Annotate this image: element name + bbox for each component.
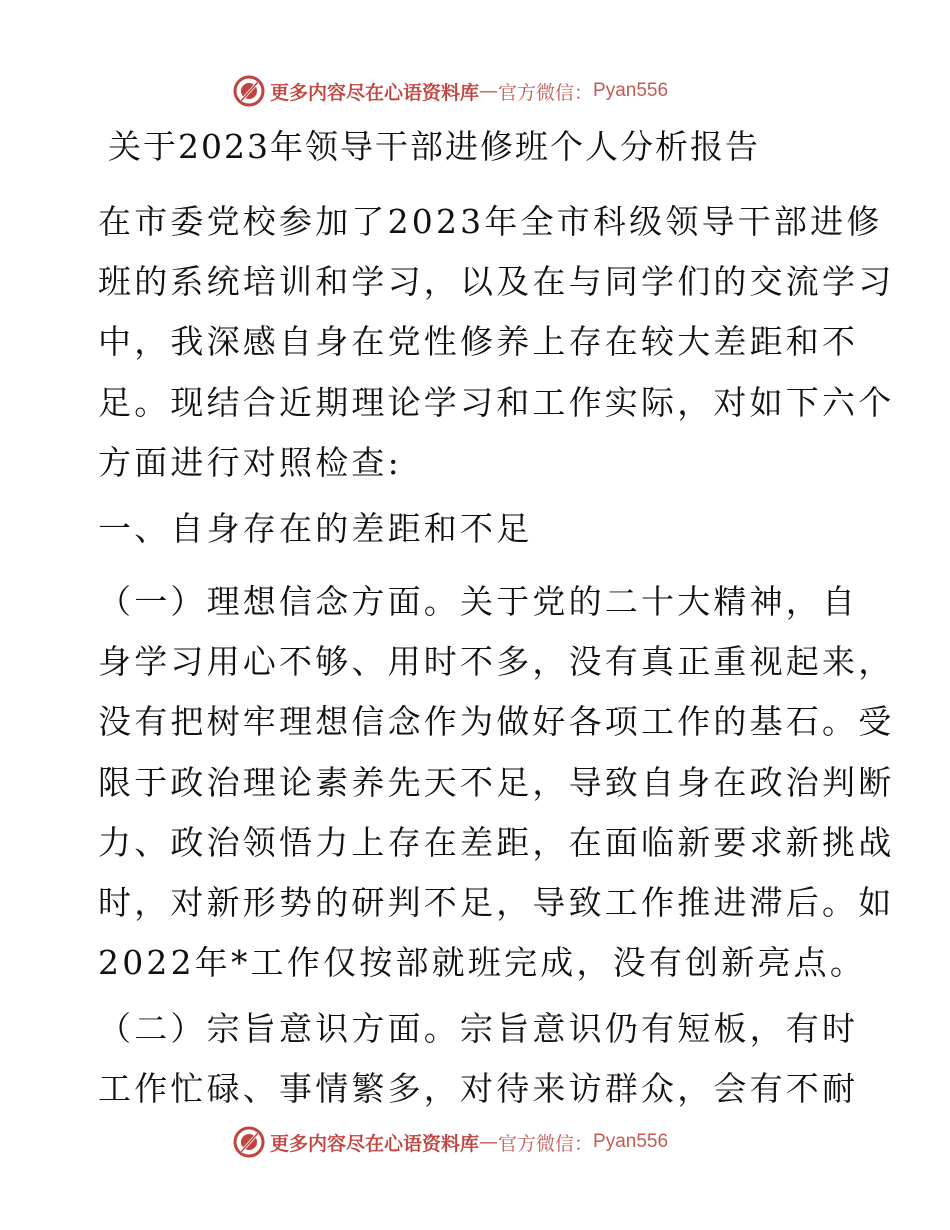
document-title: 关于2023年领导干部进修班个人分析报告 <box>108 127 760 166</box>
paragraph-line: 身学习用心不够、用时不多，没有真正重视起来， <box>98 642 895 682</box>
watermark-sub-text: 官方微信： <box>498 1132 594 1155</box>
section-heading <box>98 499 854 559</box>
paragraph-line: 足。现结合近期理论学习和工作实际，对如下六个 <box>98 382 895 422</box>
watermark-header <box>232 74 668 108</box>
paragraph-line: 中，我深感自身在党性修养上存在较大差距和不 <box>98 322 859 362</box>
watermark-sub-text: 官方微信： <box>498 81 594 104</box>
point-1-paragraph <box>98 572 895 993</box>
watermark-dash: — <box>479 1131 499 1153</box>
watermark-wechat-id: Pyan556 <box>593 1131 669 1152</box>
watermark-main-text: 更多内容尽在心语资料库 <box>270 1132 480 1155</box>
red-circular-logo-icon <box>232 74 266 108</box>
point-2-paragraph <box>98 999 859 1119</box>
watermark-footer <box>232 1125 668 1159</box>
watermark-dash: — <box>479 80 499 102</box>
paragraph-line: 时，对新形势的研判不足，导致工作推进滞后。如 <box>98 883 895 923</box>
red-circular-logo-icon <box>232 1125 266 1159</box>
paragraph-line: 限于政治理论素养先天不足，导致自身在政治判断 <box>98 762 895 802</box>
paragraph-line: 班的系统培训和学习，以及在与同学们的交流学习 <box>98 262 895 302</box>
paragraph-line: 没有把树牢理想信念作为做好各项工作的基石。受 <box>98 702 895 742</box>
paragraph-line: （二）宗旨意识方面。宗旨意识仍有短板，有时 <box>98 1009 859 1048</box>
intro-paragraph <box>98 192 895 493</box>
paragraph-line: 在市委党校参加了2023年全市科级领导干部进修 <box>98 202 883 241</box>
paragraph-line: 方面进行对照检查: <box>98 442 402 482</box>
section-heading-text: 一、自身存在的差距和不足 <box>98 509 533 548</box>
paragraph-line: 2022年*工作仅按部就班完成，没有创新亮点。 <box>98 943 867 983</box>
watermark-main-text: 更多内容尽在心语资料库 <box>270 81 480 104</box>
paragraph-line: 工作忙碌、事情繁多，对待来访群众，会有不耐 <box>98 1069 859 1109</box>
paragraph-line: （一）理想信念方面。关于党的二十大精神，自 <box>98 582 859 621</box>
watermark-wechat-id: Pyan556 <box>593 80 669 101</box>
paragraph-line: 力、政治领悟力上存在差距，在面临新要求新挑战 <box>98 822 895 862</box>
